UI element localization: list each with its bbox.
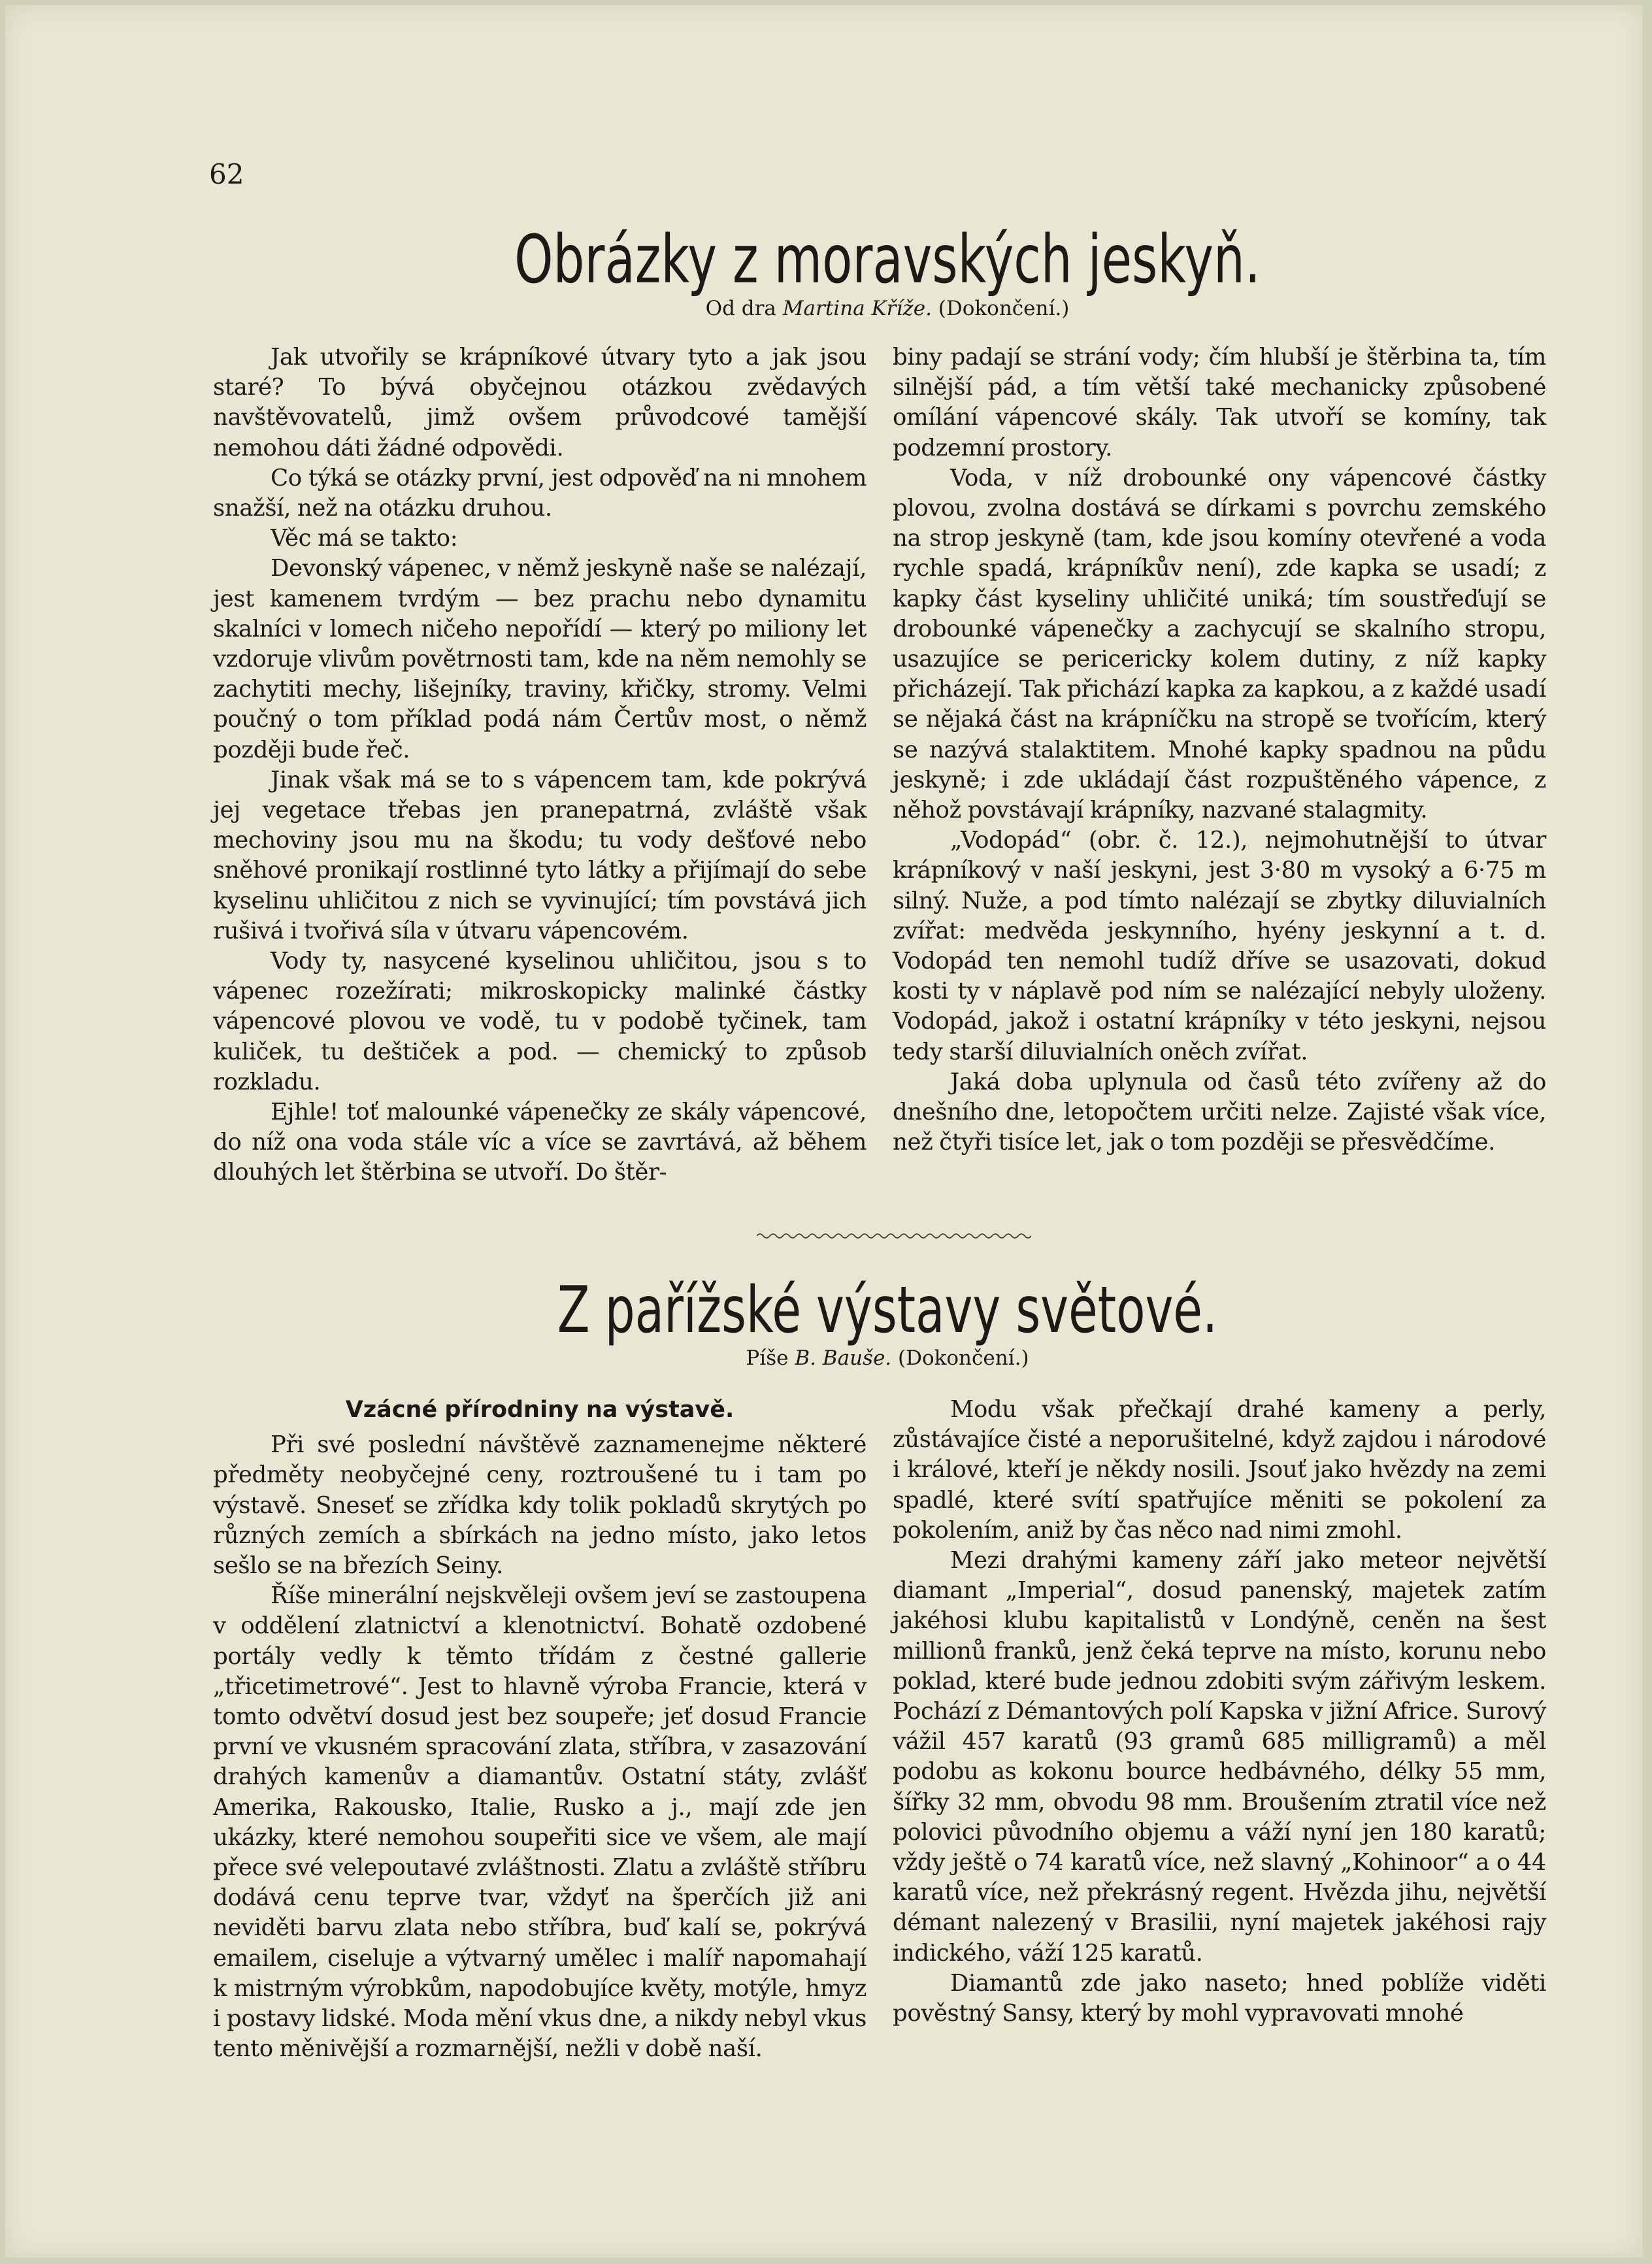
byline-prefix: Od dra <box>705 297 776 320</box>
paragraph: Vody ty, nasycené kyselinou uhličitou, jsou s to vápenec rozežírati; mikroskopicky malinké částky vápencové plovou ve vodě, tu v podobě tyčinek, tam kuliček, tu deštiček a pod. — chemický to způsob rozkladu. <box>213 948 867 1095</box>
page-number: 62 <box>209 158 244 190</box>
byline-caves <box>495 297 1280 320</box>
paragraph: Jak utvořily se krápníkové útvary tyto a jak jsou staré? To bývá obyčejnou otázkou zvědavých navštěvovatelů, jimž ovšem průvodcové tamější nemohou dáti žádné odpovědi. <box>213 344 867 461</box>
page <box>5 5 1643 2257</box>
article-title-exhibition: Z pařížské výstavy světové. <box>557 1273 1218 1348</box>
paragraph: Modu však přečkají drahé kameny a perly, zůstávajíce čisté a neporušitelné, když zajdou i národové i králové, kteří je někdy nosili. Jsouť jako hvězdy na zemi spadlé, které svítí spatřujíce měniti se pokolení za pokolením, aniž by čas něco nad nimi zmohl. <box>893 1396 1546 1544</box>
paragraph: Jaká doba uplynula od časů této zvířeny až do dnešního dne, letopočtem určiti nelze. Zajisté však více, než čtyři tisíce let, jak o tom později se přesvědčíme. <box>893 1068 1546 1156</box>
paragraph: Věc má se takto: <box>271 525 458 552</box>
paragraph: Voda, v níž drobounké ony vápencové částky plovou, zvolna dostává se dírkami s povrchu zemského na strop jeskyně (tam, kde jsou komíny otevřené a voda rychle spadá, krápníkův není), zde kapka se usadí; z kapky část kyseliny uhličité uniká; tím soustřeďují se drobounké vápenečky a zachycují se skalního stropu, usazujíce se pericericky kolem dutiny, z níž kapky přicházejí. Tak přichází kapka za kapkou, a z každé usadí se nějaká část na krápníčku na stropě se tvořícím, který se nazývá stalaktitem. Mnohé kapky spadnou na půdu jeskyně; i zde ukládají část rozpuštěného vápence, z něhož povstávají krápníky, nazvané stalagmity. <box>893 464 1546 824</box>
paragraph: Diamantů zde jako naseto; hned poblíže viděti pověstný Sansy, který by mohl vypravovati mnohé <box>893 1969 1546 2027</box>
paragraph: Při své poslední návštěvě zaznamenejme některé předměty neobyčejné ceny, roztroušené tu i tam po výstavě. Sneseť se zřídka kdy tolik pokladů skrytých po různých zemích a sbírkách na jedno místo, jako letos sešlo se na březích Seiny. <box>213 1431 867 1580</box>
article-title-caves: Obrázky z moravských jeskyň. <box>514 221 1261 299</box>
section-subheading: Vzácné přírodniny na výstavě. <box>345 1397 735 1423</box>
byline-prefix: Píše <box>746 1346 789 1370</box>
paragraph: biny padají se strání vody; čím hlubší je štěrbina ta, tím silnější pád, a tím větší také mechanicky způsobené omílání vápencové skály. Tak utvoří se komíny, tak podzemní prostory. <box>893 344 1546 461</box>
paragraph: Devonský vápenec, v němž jeskyně naše se nalézají, jest kamenem tvrdým — bez prachu nebo dynamitu skalníci v lomech ničeho nepořídí — který po miliony let vzdoruje vlivům povětrnosti tam, kde na něm nemohly se zachytiti mechy, lišejníky, traviny, křičky, stromy. Velmi poučný o tom příklad podá nám Čertův most, o němž později bude řeč. <box>213 555 867 763</box>
paragraph: Jinak však má se to s vápencem tam, kde pokrývá jej vegetace třebas jen pranepatrná, zvláště však mechoviny jsou mu na škodu; tu vody dešťové nebo sněhové pronikají rostlinné tyto látky a přijímají do sebe kyselinu uhličitou z nich se vyvinující; tím povstává jich rušivá i tvořivá síla v útvaru vápencovém. <box>213 766 867 944</box>
caves-column-right <box>893 342 1546 1157</box>
paragraph: Ejhle! toť malounké vápenečky ze skály vápencové, do níž ona voda stále víc a více se zavrtává, až během dlouhých let štěrbina se utvoří. Do štěr- <box>213 1099 867 1186</box>
wavy-divider <box>757 1231 1031 1240</box>
paragraph: Mezi drahými kameny září jako meteor největší diamant „Imperial“, dosud panenský, majetek zatím jakéhosi klubu kapitalistů v Londýně, ceněn na šest millionů franků, jenž čeká teprve na místo, korunu nebo poklad, které bude jednou zdobiti svým zářivým leskem. Pochází z Démantových polí Kapska v jižní Africe. Surový vážil 457 karatů (93 gramů 685 milligramů) a měl podobu as kokonu bource hedbávného, délky 55 mm, šířky 32 mm, obvodu 98 mm. Broušením ztratil více než polovici původního objemu a váží nyní jen 180 karatů; vždy ještě o 74 karatů více, než slavný „Kohinoor“ a o 44 karatů více, než překrásný regent. Hvězda jihu, největší démant nalezený v Brasilii, nyní majetek jakéhosi rajy indického, váží 125 karatů. <box>893 1547 1546 1967</box>
byline-author: B. Bauše. <box>795 1346 892 1370</box>
byline-exhibition <box>495 1346 1280 1370</box>
exhibition-column-right <box>893 1395 1546 2029</box>
exhibition-column-left <box>213 1395 867 2064</box>
paragraph: Co týká se otázky první, jest odpověď na ni mnohem snažší, než na otázku druhou. <box>213 464 867 522</box>
byline-suffix: (Dokončení.) <box>938 297 1070 320</box>
paragraph: „Vodopád“ (obr. č. 12.), nejmohutnější to útvar krápníkový v naší jeskyni, jest 3·80 m vysoký a 6·75 m silný. Nuže, a pod tímto nalézají se zbytky diluvialních zvířat: medvěda jeskynního, hyény jeskynní a t. d. Vodopád ten nemohl tudíž dříve se usazovati, dokud kosti ty v náplavě pod ním se nalézající nebyly uloženy. Vodopád, jakož i ostatní krápníky v této jeskyni, nejsou tedy starší diluvialních oněch zvířat. <box>893 827 1546 1065</box>
byline-suffix: (Dokončení.) <box>898 1346 1029 1370</box>
caves-column-left <box>213 342 867 1188</box>
byline-author: Martina Kříže. <box>782 297 932 320</box>
paragraph: Říše minerální nejskvěleji ovšem jeví se zastoupena v oddělení zlatnictví a klenotnictví. Bohatě ozdobené portály vedly k těmto třídám z čestné gallerie „třicetimetrové“. Jest to hlavně výroba Francie, která v tomto odvětví dosud jest bez soupeře; jeť dosud Francie první ve vkusném spracování zlata, stříbra, v zasazování drahých kamenův a diamantův. Ostatní státy, zvlášť Amerika, Rakousko, Italie, Rusko a j., mají zde jen ukázky, které nemohou soupeřiti sice ve všem, ale mají přece své velepoutavé zvláštnosti. Zlatu a zvláště stříbru dodává cenu teprve tvar, vždyť na šperčích již ani neviděti barvu zlata nebo stříbra, buď kalí se, pokrývá emailem, ciseluje a výtvarný umělec i malíř napomahají k mistrným výrobkům, napodobujíce květy, motýle, hmyz i postavy lidské. Moda mění vkus dne, a nikdy nebyl vkus tento měnivější a rozmarnější, nežli v době naší. <box>213 1582 867 2063</box>
